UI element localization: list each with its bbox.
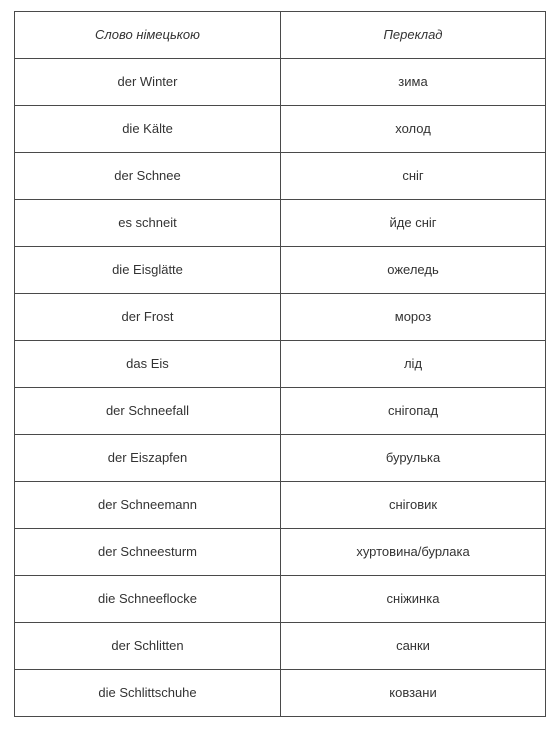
german-word-cell: der Schneemann [15, 482, 281, 529]
column-header-translation: Переклад [281, 12, 546, 59]
table-row [15, 341, 546, 388]
table-body [15, 59, 546, 717]
translation-cell: мороз [281, 294, 546, 341]
translation-cell: бурулька [281, 435, 546, 482]
translation-cell: ковзани [281, 670, 546, 717]
table-row [15, 294, 546, 341]
translation-cell: санки [281, 623, 546, 670]
german-word-cell: der Schnee [15, 153, 281, 200]
table-row [15, 670, 546, 717]
table-row [15, 482, 546, 529]
table-row [15, 200, 546, 247]
german-word-cell: die Kälte [15, 106, 281, 153]
translation-cell: хуртовина/бурлака [281, 529, 546, 576]
table-row [15, 106, 546, 153]
table-row [15, 529, 546, 576]
translation-cell: ожеледь [281, 247, 546, 294]
table-row [15, 435, 546, 482]
translation-cell: сніг [281, 153, 546, 200]
german-word-cell: der Eiszapfen [15, 435, 281, 482]
german-word-cell: der Frost [15, 294, 281, 341]
table-row [15, 623, 546, 670]
german-word-cell: der Schneesturm [15, 529, 281, 576]
table-row [15, 576, 546, 623]
german-word-cell: der Schneefall [15, 388, 281, 435]
translation-cell: снігопад [281, 388, 546, 435]
column-header-german: Слово німецькою [15, 12, 281, 59]
table-row [15, 59, 546, 106]
table-row [15, 247, 546, 294]
translation-cell: йде сніг [281, 200, 546, 247]
german-word-cell: der Schlitten [15, 623, 281, 670]
german-word-cell: die Schneeflocke [15, 576, 281, 623]
german-word-cell: die Eisglätte [15, 247, 281, 294]
german-word-cell: der Winter [15, 59, 281, 106]
vocabulary-table [14, 11, 546, 717]
german-word-cell: die Schlittschuhe [15, 670, 281, 717]
german-word-cell: das Eis [15, 341, 281, 388]
table-row [15, 153, 546, 200]
translation-cell: сніжинка [281, 576, 546, 623]
translation-cell: лід [281, 341, 546, 388]
table-header-row [15, 12, 546, 59]
translation-cell: сніговик [281, 482, 546, 529]
german-word-cell: es schneit [15, 200, 281, 247]
table-row [15, 388, 546, 435]
translation-cell: зима [281, 59, 546, 106]
translation-cell: холод [281, 106, 546, 153]
